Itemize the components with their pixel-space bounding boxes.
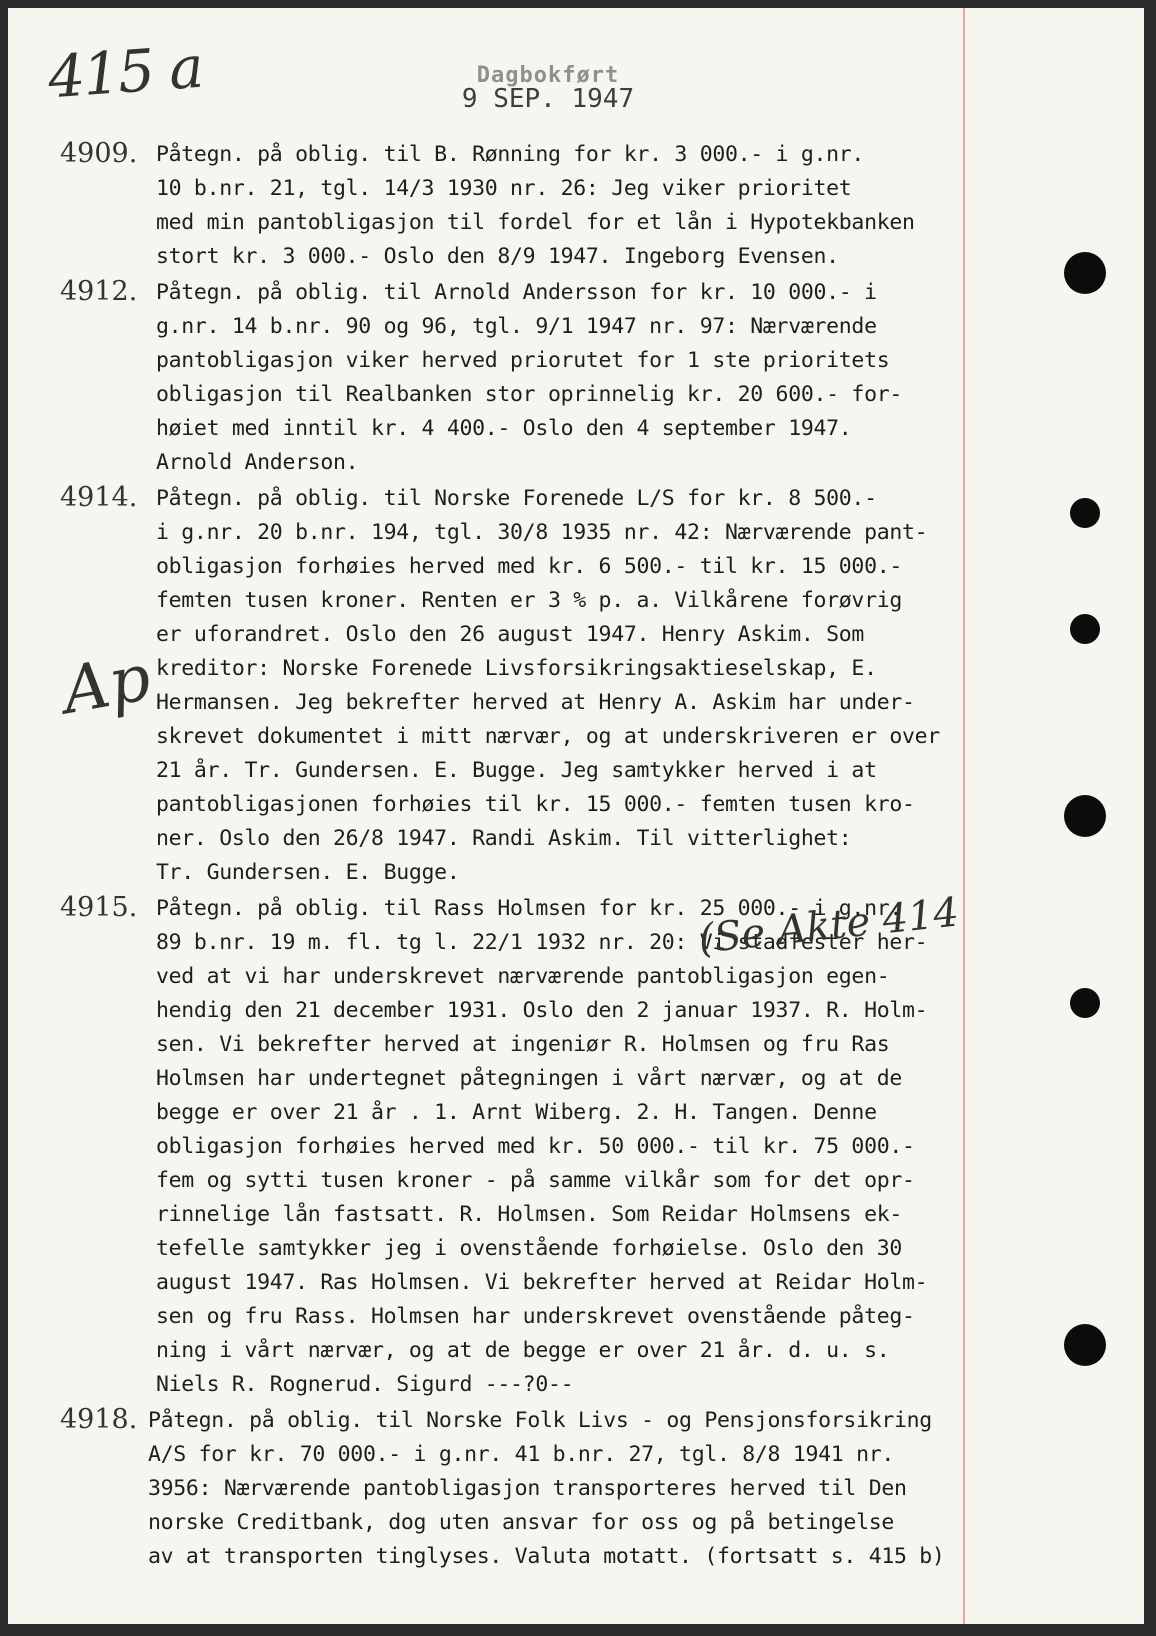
entry-text-line: begge er over 21 år . 1. Arnt Wiberg. 2. H. Tangen. Denne [156, 1100, 877, 1125]
entry-text-line: ner. Oslo den 26/8 1947. Randi Askim. Til vitterlighet: [156, 826, 852, 851]
entry-number: 4912. [60, 276, 138, 307]
entry-text-line: rinnelige lån fastsatt. R. Holmsen. Som Reidar Holmsens ek- [156, 1202, 903, 1227]
entry-text-line: Påtegn. på oblig. til Norske Forenede L/S for kr. 8 500.- [156, 486, 877, 511]
entry-text-line: obligasjon til Realbanken stor oprinnelig kr. 20 600.- for- [156, 382, 903, 407]
entry-number: 4914. [60, 482, 138, 513]
ledger-entry [8, 482, 968, 890]
entry-text-line: Arnold Anderson. [156, 450, 359, 475]
entry-text-line: Påtegn. på oblig. til Rass Holmsen for kr. 25 000.- i g.nr. [156, 896, 903, 921]
punch-hole-icon [1070, 614, 1100, 644]
punch-hole-icon [1064, 1324, 1106, 1366]
handwritten-signature-mark: Ap [57, 640, 156, 730]
ledger-entry [8, 276, 968, 480]
entry-text-line: tefelle samtykker jeg i ovenstående forhøielse. Oslo den 30 [156, 1236, 903, 1261]
entry-text-line: obligasjon forhøies herved med kr. 6 500.- til kr. 15 000.- [156, 554, 903, 579]
date-stamp [438, 63, 658, 114]
entry-text-line: august 1947. Ras Holmsen. Vi bekrefter herved at Reidar Holm- [156, 1270, 928, 1295]
entry-text-line: norske Creditbank, dog uten ansvar for oss og på betingelse [148, 1510, 895, 1535]
handwritten-annotation: (Se Akte 414 [696, 889, 962, 963]
entry-text-line: A/S for kr. 70 000.- i g.nr. 41 b.nr. 27, tgl. 8/8 1941 nr. [148, 1442, 895, 1467]
document-page [8, 8, 1144, 1624]
entry-text-line: pantobligasjon viker herved priorutet for 1 ste prioritets [156, 348, 890, 373]
entry-text-line: Påtegn. på oblig. til B. Rønning for kr. 3 000.- i g.nr. [156, 142, 865, 167]
entry-text-line: sen. Vi bekrefter herved at ingeniør R. Holmsen og fru Ras [156, 1032, 890, 1057]
entry-list [8, 138, 968, 1576]
entry-text-line: kreditor: Norske Forenede Livsforsikringsaktieselskap, E. [156, 656, 877, 681]
entry-text-line: hendig den 21 december 1931. Oslo den 2 januar 1937. R. Holm- [156, 998, 928, 1023]
stamp-date: 9 SEP. 1947 [461, 84, 635, 114]
entry-text-line: 21 år. Tr. Gundersen. E. Bugge. Jeg samtykker herved i at [156, 758, 877, 783]
entry-text-line: er uforandret. Oslo den 26 august 1947. Henry Askim. Som [156, 622, 865, 647]
entry-text-line: g.nr. 14 b.nr. 90 og 96, tgl. 9/1 1947 nr. 97: Nærværende [156, 314, 877, 339]
entry-text-line: Holmsen har undertegnet påtegningen i vårt nærvær, og at de [156, 1066, 903, 1091]
entry-text-line: 10 b.nr. 21, tgl. 14/3 1930 nr. 26: Jeg viker prioritet [156, 176, 852, 201]
entry-text-line: av at transporten tinglyses. Valuta motatt. (fortsatt s. 415 b) [148, 1544, 945, 1569]
entry-text-line: Påtegn. på oblig. til Arnold Andersson for kr. 10 000.- i [156, 280, 877, 305]
ledger-entry [8, 1404, 968, 1574]
entry-text-line: sen og fru Rass. Holmsen har underskrevet ovenstående påteg- [156, 1304, 915, 1329]
entry-text-line: Tr. Gundersen. E. Bugge. [156, 860, 460, 885]
entry-text-line: ved at vi har underskrevet nærværende pantobligasjon egen- [156, 964, 890, 989]
entry-text-line: skrevet dokumentet i mitt nærvær, og at underskriveren er over [156, 724, 940, 749]
entry-text-line: obligasjon forhøies herved med kr. 50 000.- til kr. 75 000.- [156, 1134, 915, 1159]
entry-text-line: Niels R. Rognerud. Sigurd ---?0-- [156, 1372, 574, 1397]
entry-text-line: Hermansen. Jeg bekrefter herved at Henry A. Askim har under- [156, 690, 915, 715]
entry-number: 4915. [60, 892, 138, 923]
entry-text-line: høiet med inntil kr. 4 400.- Oslo den 4 september 1947. [156, 416, 852, 441]
handwritten-page-number: 415 a [45, 32, 204, 112]
entry-text-line: 89 b.nr. 19 m. fl. tg l. 22/1 1932 nr. 20: Vi stadfester her- [156, 930, 928, 955]
stamp-title: Dagbokført [476, 63, 620, 88]
punch-hole-icon [1064, 252, 1106, 294]
punch-hole-icon [1064, 795, 1106, 837]
entry-text-line: fem og sytti tusen kroner - på samme vilkår som for det opr- [156, 1168, 915, 1193]
entry-text-line: 3956: Nærværende pantobligasjon transporteres herved til Den [148, 1476, 907, 1501]
entry-text-line: stort kr. 3 000.- Oslo den 8/9 1947. Ingeborg Evensen. [156, 244, 839, 269]
punch-hole-icon [1070, 498, 1100, 528]
entry-text-line: pantobligasjonen forhøies til kr. 15 000.- femten tusen kro- [156, 792, 915, 817]
entry-text-line: i g.nr. 20 b.nr. 194, tgl. 30/8 1935 nr. 42: Nærværende pant- [156, 520, 928, 545]
entry-text-line: med min pantobligasjon til fordel for et lån i Hypotekbanken [156, 210, 915, 235]
entry-number: 4909. [60, 138, 138, 169]
entry-text-line: femten tusen kroner. Renten er 3 % p. a. Vilkårene forøvrig [156, 588, 903, 613]
entry-text-line: Påtegn. på oblig. til Norske Folk Livs - og Pensjonsforsikring [148, 1408, 932, 1433]
ledger-entry [8, 138, 968, 274]
ledger-entry [8, 892, 968, 1402]
entry-number: 4918. [60, 1404, 138, 1435]
punch-hole-icon [1070, 988, 1100, 1018]
entry-text-line: ning i vårt nærvær, og at de begge er over 21 år. d. u. s. [156, 1338, 890, 1363]
